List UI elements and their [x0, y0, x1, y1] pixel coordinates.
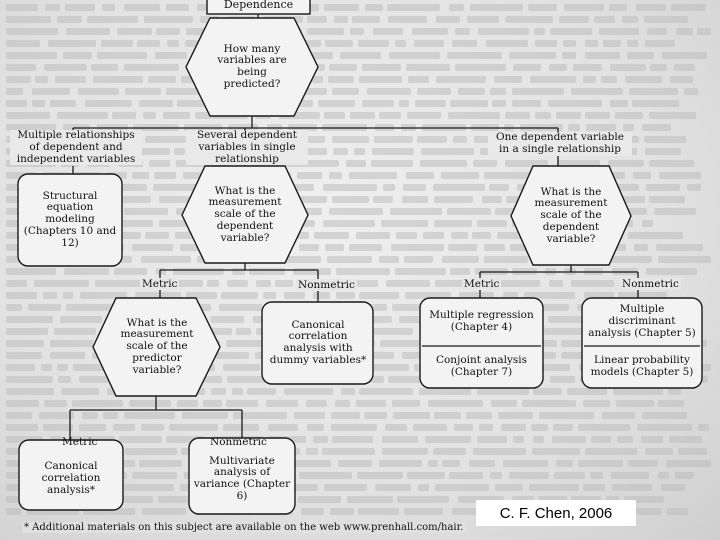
node-manova: Multivariate analysis of variance (Chapter 6) [193, 454, 291, 502]
node-multiple-regression: Multiple regression (Chapter 4) [429, 309, 534, 333]
edge-metric-predictor: Metric [62, 436, 98, 448]
label-several-dependent: Several dependent variables in single relationship [186, 130, 308, 165]
label-one-dependent: One dependent variable in a single relationship [488, 132, 632, 156]
node-conjoint: Conjoint analysis (Chapter 7) [435, 354, 528, 378]
question-num-variables: How many variables are being predicted? [217, 42, 287, 90]
node-dependence: Dependence [223, 0, 294, 11]
question-scale-dependent-left: What is the measurement scale of the dependent variable? [208, 184, 282, 244]
node-canonical-dummy: Canonical correlation analysis with dummy variables* [269, 318, 367, 366]
edge-metric-left: Metric [142, 278, 178, 290]
label-multiple-relationships: Multiple relationships of dependent and independent variables [10, 130, 142, 165]
credit-label: C. F. Chen, 2006 [476, 500, 636, 526]
question-scale-predictor: What is the measurement scale of the predictor variable? [120, 316, 194, 376]
edge-metric-right: Metric [464, 278, 500, 290]
edge-nonmetric-right: Nonmetric [622, 278, 679, 290]
edge-nonmetric-left: Nonmetric [298, 279, 355, 291]
node-canonical-correlation: Canonical correlation analysis* [41, 460, 101, 496]
footnote: * Additional materials on this subject are available on the web www.prenhall.com/hair. [24, 522, 464, 533]
question-scale-dependent-right: What is the measurement scale of the dependent variable? [534, 185, 608, 245]
node-linear-probability: Linear probability models (Chapter 5) [590, 354, 694, 378]
node-sem: Structural equation modeling (Chapters 10 and 12) [23, 189, 117, 249]
edge-nonmetric-predictor: Nonmetric [210, 436, 267, 448]
node-multiple-discriminant: Multiple discriminant analysis (Chapter 5) [588, 303, 696, 339]
